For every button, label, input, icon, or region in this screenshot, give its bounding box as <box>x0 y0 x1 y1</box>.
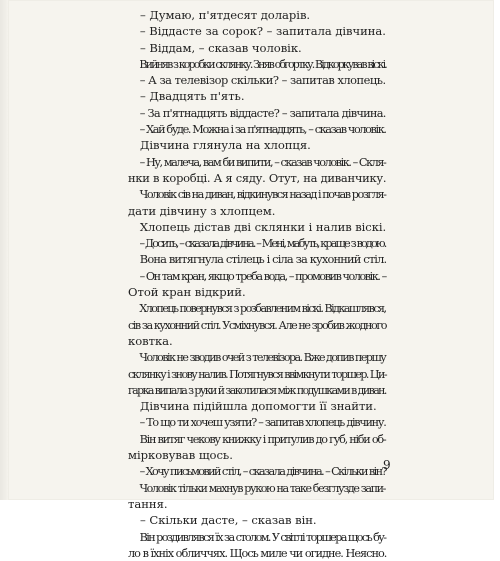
text-line: мірковував щось. <box>128 448 233 463</box>
text-line: сів за кухонний стіл. Усміхнувся. Але не зробив жодного <box>128 317 387 332</box>
text-line: – Двадцять п'ять. <box>140 89 245 104</box>
text-line: гарка випала з руки й закотилася між подушками в диван. <box>128 382 386 397</box>
page-text-block <box>128 7 386 561</box>
text-line: – Он там кран, якщо треба вода, – промовив чоловік. – <box>139 268 386 283</box>
text-line: Він витяг чекову книжку і притулив до губ, ніби об- <box>139 431 386 446</box>
text-line: – Скільки дасте, – сказав він. <box>140 513 317 528</box>
text-line: – То що ти хочеш узяти? – запитав хлопець дівчину. <box>139 415 386 430</box>
text-line: ковтка. <box>128 333 173 348</box>
text-line: – Ну, малеча, вам би випити, – сказав чоловік. – Скля- <box>139 154 386 169</box>
text-line: – Хочу письмовий стіл, – сказала дівчина. – Скільки він? <box>139 464 386 479</box>
text-line: склянку і знову налив. Потягнувся ввімкнути торшер. Ци- <box>128 366 387 381</box>
text-line: Чоловік не зводив очей з телевізора. Вже допив першу <box>139 350 386 365</box>
text-line: ло в їхніх обличчях. Щось миле чи огидне. Неясно. <box>128 545 387 560</box>
text-line: – Досить, – сказала дівчина. – Мені, мабуть, краще з водою. <box>139 236 386 251</box>
text-line: – Думаю, п'ятдесят доларів. <box>140 8 311 22</box>
text-line: Чоловік тільки махнув рукою на таке безглузде запи- <box>139 480 386 495</box>
text-line: нки в коробці. А я сяду. Отут, на диванчику. <box>128 170 387 185</box>
text-line: Хлопець дістав дві склянки і налив віскі. <box>139 219 387 234</box>
book-spine-shadow <box>0 0 8 500</box>
text-line: – За п'ятнадцять віддасте? – запитала дівчина. <box>139 105 386 120</box>
book-page <box>8 0 494 560</box>
text-line: – Віддасте за сорок? – запитала дівчина. <box>139 24 386 39</box>
text-line: Він роздивлявся їх за столом. У світлі торшера щось бу- <box>139 529 386 544</box>
text-line: Отой кран відкрий. <box>128 285 246 300</box>
text-line: – А за телевізор скільки? – запитав хлопець. <box>139 73 386 88</box>
text-line: – Віддам, – сказав чоловік. <box>140 40 302 55</box>
text-line: Вийняв з коробки склянку. Зняв обгортку. Відкоркував віскі. <box>139 56 386 71</box>
text-line: Вона витягнула стілець і сіла за кухонний стіл. <box>139 252 387 267</box>
text-line: Дівчина підійшла допомогти її знайти. <box>140 399 377 414</box>
page-number: 9 <box>383 458 391 472</box>
text-line: дати дівчину з хлопцем. <box>128 203 276 218</box>
text-line: Дівчина глянула на хлопця. <box>140 138 311 153</box>
text-line: – Хай буде. Можна і за п'ятнадцять, – сказав чоловік. <box>139 122 386 137</box>
text-line: тання. <box>128 496 168 511</box>
text-line: Чоловік сів на диван, відкинувся назад і почав розгля- <box>139 187 386 202</box>
text-line: Хлопець повернувся з розбавленим віскі. Відкашлявся, <box>139 301 386 316</box>
